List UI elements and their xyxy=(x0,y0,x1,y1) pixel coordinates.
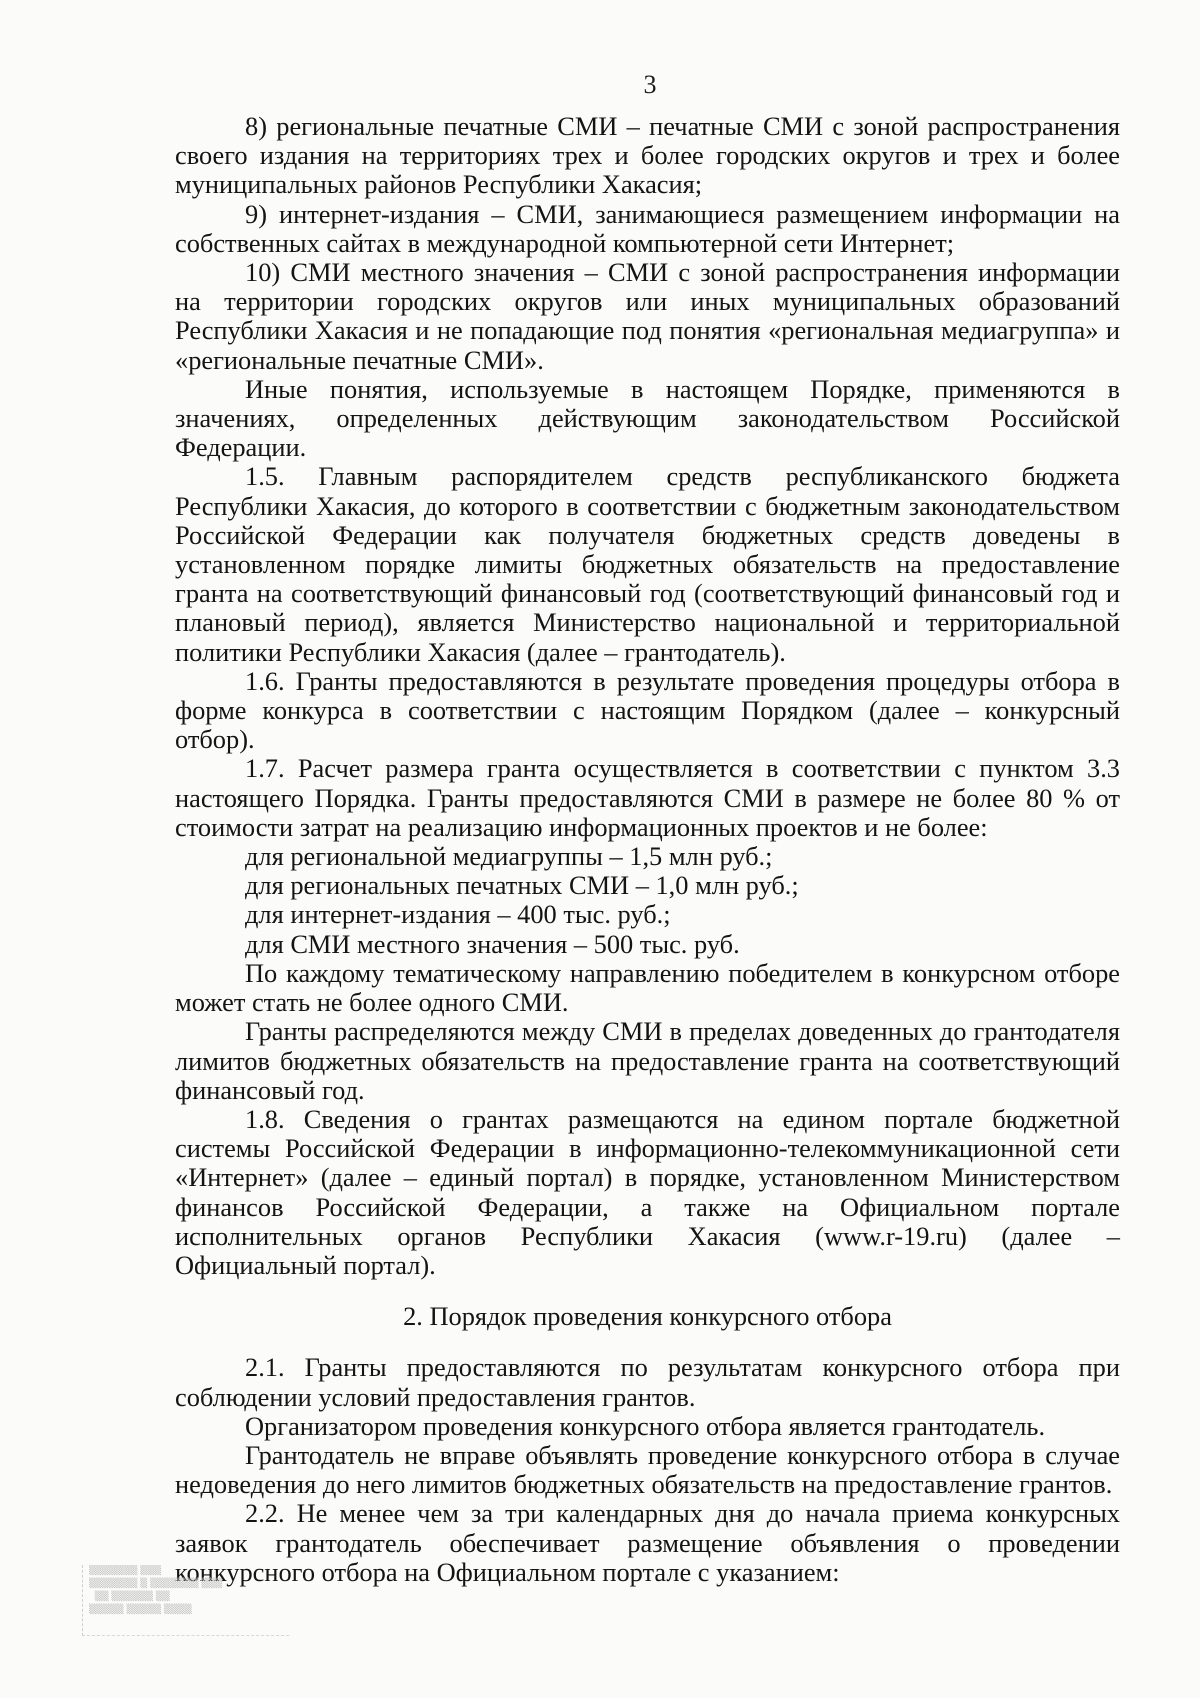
paragraph-1-6-competition: 1.6. Гранты предоставляются в результате проведения процедуры отбора в форме конкурса в соответствии с настоящим Порядком (далее – конкурсный отбор). xyxy=(175,665,1120,755)
document-body xyxy=(175,112,1120,1587)
paragraph-winner-per-direction: По каждому тематическому направлению победителем в конкурсном отборе может стать не более одного СМИ. xyxy=(175,957,1120,1018)
list-item-internet-publication: для интернет-издания – 400 тыс. руб.; xyxy=(245,899,671,930)
paragraph-organizer: Организатором проведения конкурсного отбора является грантодатель. xyxy=(245,1410,1046,1441)
faded-approval-stamp: ▒▒▒▒▒▒▒ ▒▒▒ ▒▒▒▒▒▒▒ ▒ ▒▒▒▒▒▒▒ ▒▒▒ ▒▒ ▒▒▒▒▒▒ ▒▒ ▒▒▒▒▒ ▒▒▒▒▒ ▒▒▒▒ xyxy=(82,1565,289,1636)
list-item-local-media: для СМИ местного значения – 500 тыс. руб. xyxy=(245,928,740,959)
paragraph-grantor-restriction: Грантодатель не вправе объявлять проведение конкурсного отбора в случае недоведения до него лимитов бюджетных обязательств на предоставление грантов. xyxy=(175,1439,1120,1500)
list-item-regional-media-group: для региональной медиагруппы – 1,5 млн руб.; xyxy=(245,841,773,872)
paragraph-8-regional-print-media: 8) региональные печатные СМИ – печатные СМИ с зоной распространения своего издания на территориях трех и более городских округов и трех и более муниципальных районов Республики Хакасия; xyxy=(175,111,1120,200)
paragraph-grant-distribution: Гранты распределяются между СМИ в пределах доведенных до грантодателя лимитов бюджетных обязательств на предоставление гранта на соответствующий финансовый год. xyxy=(175,1016,1120,1105)
paragraph-2-1-grants-by-results: 2.1. Гранты предоставляются по результатам конкурсного отбора при соблюдении условий предоставления грантов. xyxy=(175,1352,1120,1412)
page-number: 3 xyxy=(643,70,657,99)
paragraph-1-5-main-manager: 1.5. Главным распорядителем средств республиканского бюджета Республики Хакасия, до которого в соответствии с бюджетным законодательством Российской Федерации как получателя бюджетных средств доведены в установленном порядке лимиты бюджетных обязательств на предоставление гранта на соответствующий финансовый год (соответствующий финансовый год и плановый период), является Министерство национальной и территориальной политики Республики Хакасия (далее – грантодатель). xyxy=(175,461,1120,667)
list-item-regional-print-media: для региональных печатных СМИ – 1,0 млн руб.; xyxy=(245,870,799,901)
paragraph-10-local-media: 10) СМИ местного значения – СМИ с зоной распространения информации на территории городских округов или иных муниципальных образований Республики Хакасия и не попадающие под понятия «региональная медиагруппа» и «региональные печатные СМИ». xyxy=(175,257,1120,375)
paragraph-other-concepts: Иные понятия, используемые в настоящем Порядке, применяются в значениях, определенных действующим законодательством Российской Федерации. xyxy=(175,373,1120,463)
section-heading: 2. Порядок проведения конкурсного отбора xyxy=(403,1301,892,1332)
paragraph-9-internet-publications: 9) интернет-издания – СМИ, занимающиеся размещением информации на собственных сайтах в международной компьютерной сети Интернет; xyxy=(175,198,1120,258)
paragraph-1-7-grant-size: 1.7. Расчет размера гранта осуществляется в соответствии с пунктом 3.3 настоящего Порядка. Гранты предоставляются СМИ в размере не более 80 % от стоимости затрат на реализацию информационных проектов и не более: xyxy=(175,753,1120,842)
paragraph-2-2-announcement: 2.2. Не менее чем за три календарных дня до начала приема конкурсных заявок грантодатель обеспечивает размещение объявления о проведении конкурсного отбора на Официальном портале с указанием: xyxy=(175,1498,1120,1587)
paragraph-1-8-grant-information: 1.8. Сведения о грантах размещаются на едином портале бюджетной системы Российской Федерации в информационно-телекоммуникационной сети «Интернет» (далее – единый портал) в порядке, установленном Министерством финансов Российской Федерации, а также на Официальном портале исполнительных органов Республики Хакасия (www.r-19.ru) (далее – Официальный портал). xyxy=(175,1103,1120,1280)
